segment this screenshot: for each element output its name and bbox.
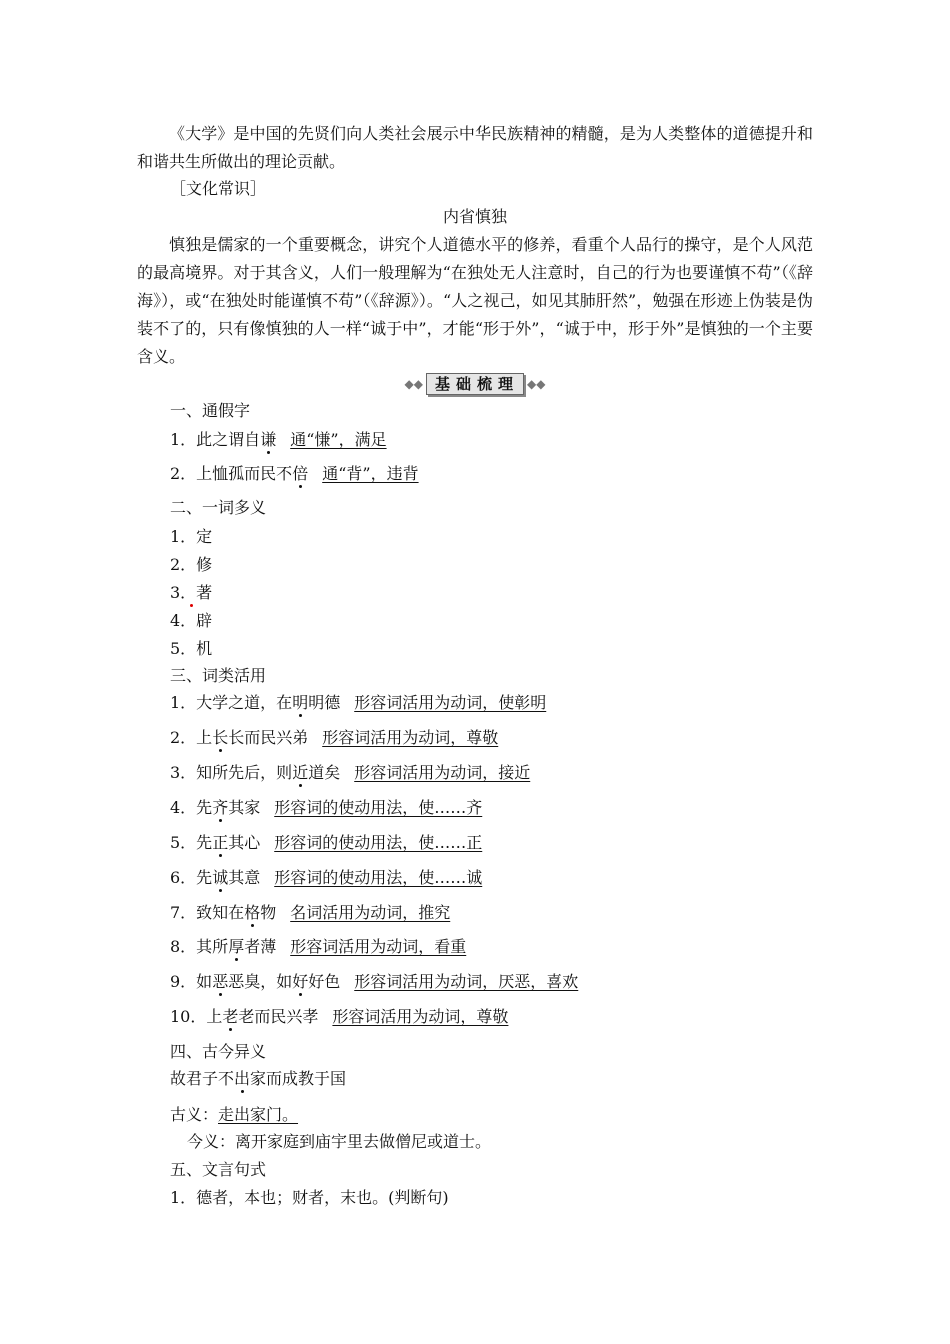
modern-meaning: 今义：离开家庭到庙宇里去做僧尼或道士。 <box>187 1132 492 1151</box>
emphasis-char: 明 <box>292 693 309 712</box>
list-item: 1．定 <box>170 527 213 546</box>
ancient-meaning: 古义：走出家门。 <box>170 1105 299 1124</box>
answer-text: 形容词活用为动词，看重 <box>290 937 467 956</box>
answer-text: 形容词的使动用法，使……正 <box>274 833 483 852</box>
answer-text: 通“背”，违背 <box>322 464 419 483</box>
diamond-icon: ◆◆ <box>404 377 423 391</box>
section-banner <box>0 373 950 395</box>
list-item: 7．致知在格物 名词活用为动词，推究 <box>170 903 451 922</box>
emphasis-char: 3．著 <box>170 583 213 602</box>
list-item: 2．上恤孤而民不倍 通“背”，违背 <box>170 464 419 483</box>
list-item: 2．上长长而民兴弟 形容词活用为动词，尊敬 <box>170 728 499 747</box>
answer-text: 形容词的使动用法，使……诚 <box>274 868 483 887</box>
emphasis-char: 好 <box>292 972 309 991</box>
list-item: 5．先正其心 形容词的使动用法，使……正 <box>170 833 483 852</box>
answer-text: 通“慊”，满足 <box>290 430 387 449</box>
intro-paragraph: 《大学》是中国的先贤们向人类社会展示中华民族精神的精髓，是为人类整体的道德提升和和谐共生所做出的理论贡献。 <box>137 124 813 171</box>
emphasis-char: 正 <box>212 833 229 852</box>
list-item: 2．修 <box>170 555 213 574</box>
list-item: 3．知所先后，则近道矣 形容词活用为动词，接近 <box>170 763 531 782</box>
emphasis-char: 老 <box>222 1007 239 1026</box>
section-heading: 二、一词多义 <box>170 498 267 517</box>
emphasis-char: 近 <box>292 763 309 782</box>
emphasis-char: 谦 <box>260 430 277 449</box>
emphasis-char: 齐 <box>212 798 229 817</box>
emphasis-char: 倍 <box>292 464 309 483</box>
example-sentence: 故君子不出家而成教于国 <box>170 1069 347 1088</box>
culture-title: 内省慎独 <box>442 207 507 226</box>
answer-text: 名词活用为动词，推究 <box>290 903 451 922</box>
list-item: 6．先诚其意 形容词的使动用法，使……诚 <box>170 868 483 887</box>
emphasis-char: 恶 <box>212 972 229 991</box>
list-item: 8．其所厚者薄 形容词活用为动词，看重 <box>170 937 467 956</box>
emphasis-char: 诚 <box>212 868 229 887</box>
culture-heading: ［文化常识］ <box>170 179 267 198</box>
list-item: 9．如恶恶臭，如好好色 形容词活用为动词，厌恶，喜欢 <box>170 972 579 991</box>
section-heading: 一、通假字 <box>170 401 251 420</box>
list-item: 4．先齐其家 形容词的使动用法，使……齐 <box>170 798 483 817</box>
section-heading: 五、文言句式 <box>170 1160 267 1179</box>
emphasis-char: 出 <box>234 1069 251 1088</box>
answer-text: 形容词活用为动词，使彰明 <box>354 693 547 712</box>
emphasis-char: 长 <box>212 728 229 747</box>
answer-text: 形容词活用为动词，接近 <box>354 763 531 782</box>
banner-label: 基础梳理 <box>426 373 524 395</box>
answer-text: 形容词的使动用法，使……齐 <box>274 798 483 817</box>
list-item: 1．此之谓自谦 通“慊”，满足 <box>170 430 387 449</box>
answer-text: 形容词活用为动词，厌恶，喜欢 <box>354 972 579 991</box>
list-item <box>170 582 212 604</box>
list-item: 1．德者，本也；财者，末也。(判断句) <box>170 1188 449 1207</box>
answer-text: 形容词活用为动词，尊敬 <box>322 728 499 747</box>
list-item: 4．辟 <box>170 611 213 630</box>
answer-text: 走出家门。 <box>218 1105 299 1124</box>
answer-text: 形容词活用为动词，尊敬 <box>332 1007 509 1026</box>
list-item: 10．上老老而民兴孝 形容词活用为动词，尊敬 <box>170 1007 509 1026</box>
list-item: 5．机 <box>170 639 213 658</box>
section-heading: 四、古今异义 <box>170 1042 267 1061</box>
emphasis-char: 厚 <box>228 937 245 956</box>
diamond-icon: ◆◆ <box>527 377 546 391</box>
section-heading: 三、词类活用 <box>170 666 267 685</box>
emphasis-char: 格 <box>244 903 261 922</box>
list-item: 1．大学之道，在明明德 形容词活用为动词，使彰明 <box>170 693 547 712</box>
culture-paragraph: 慎独是儒家的一个重要概念，讲究个人道德水平的修养，看重个人品行的操守，是个人风范的最高境界。对于其含义，人们一般理解为“在独处无人注意时，自己的行为也要谨慎不苟”（《辞海》），或“在独处时能谨慎不苟”（《辞源》）。“人之视己，如见其肺肝然”，勉强在形迹上伪装是伪装不了的，只有像慎独的人一样“诚于中”，才能“形于外”，“诚于中，形于外”是慎独的一个主要含义。 <box>137 235 813 366</box>
